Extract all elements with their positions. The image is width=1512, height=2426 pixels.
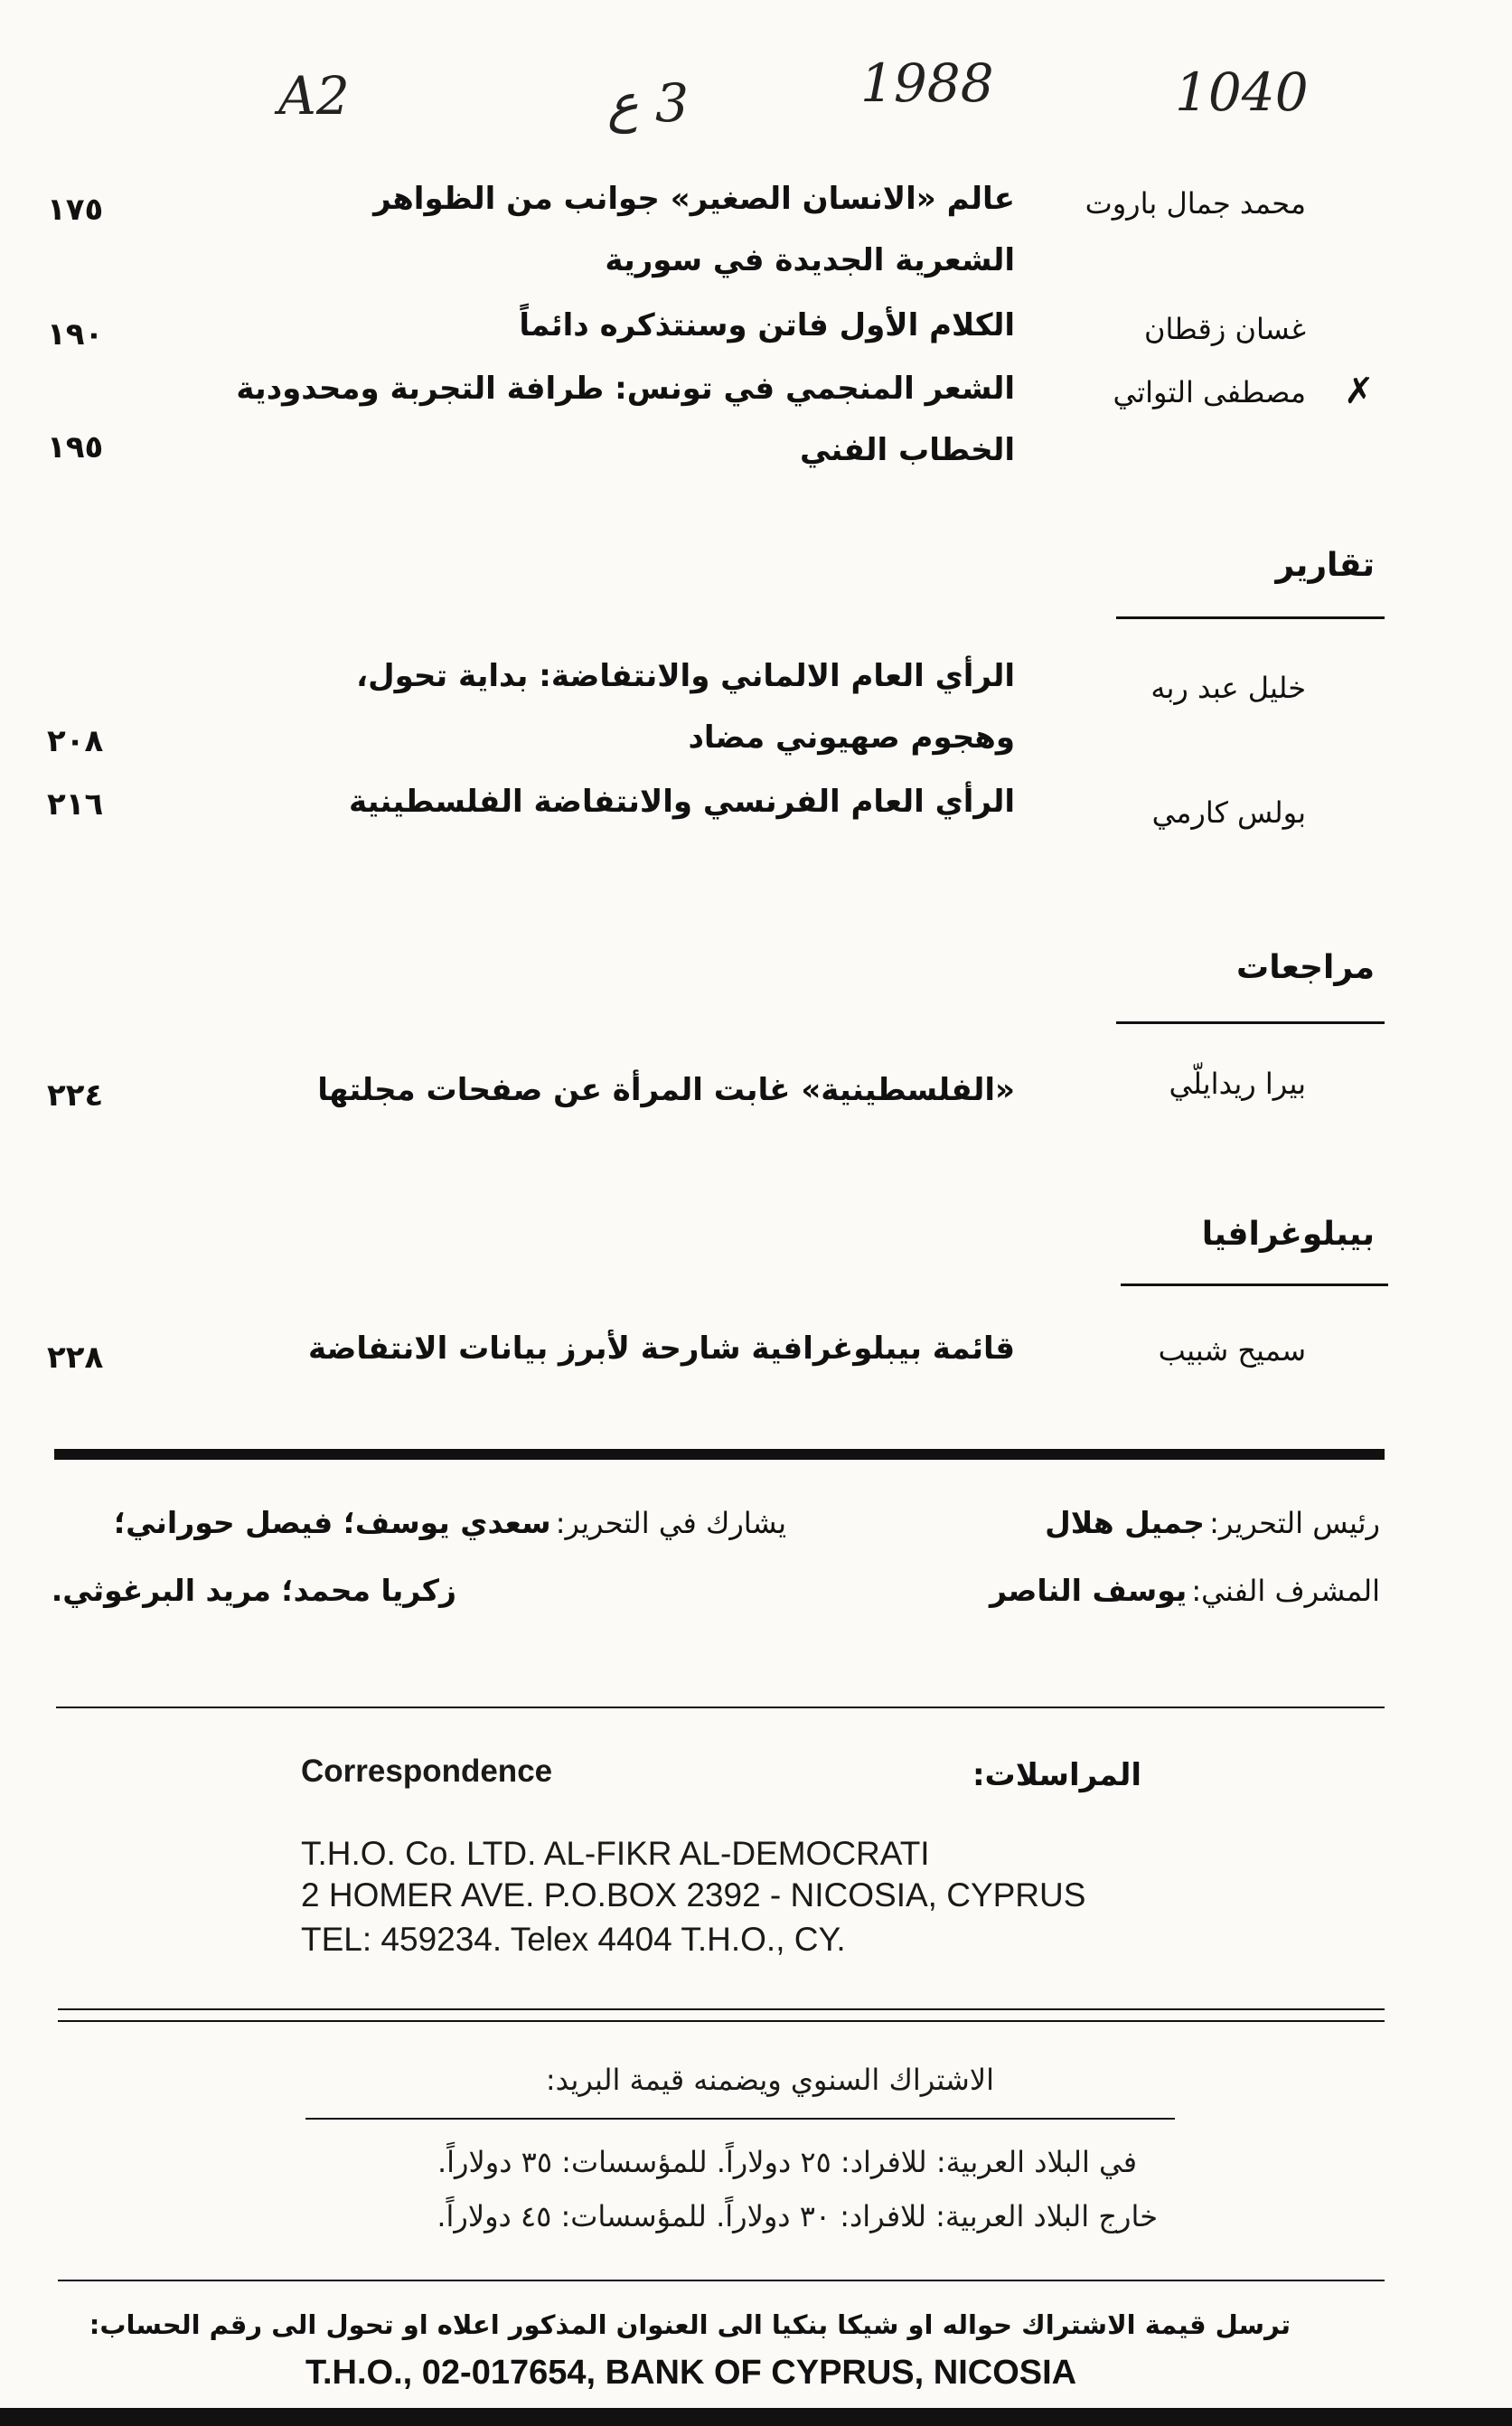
- handwritten-number: 1040: [1175, 61, 1309, 123]
- author-name: خليل عبد ربه: [1150, 671, 1306, 705]
- article-title: الكلام الأول فاتن وسنتذكره دائماً: [519, 307, 1015, 343]
- contrib-label: يشارك في التحرير:: [555, 1506, 786, 1540]
- correspondence-title-en: Correspondence: [301, 1754, 553, 1789]
- author-name: سميح شبيب: [1158, 1333, 1306, 1368]
- double-divider-bottom: [58, 2020, 1385, 2022]
- author-name: بولس كارمي: [1151, 795, 1306, 830]
- page-number: ٢٠٨: [47, 723, 104, 759]
- contrib-names-cont: زكريا محمد؛ مريد البرغوثي.: [51, 1573, 456, 1608]
- thick-divider: [54, 1449, 1385, 1460]
- art-director: [990, 1573, 1380, 1608]
- art-label: المشرف الفني:: [1191, 1574, 1380, 1608]
- section-divider: [1121, 1284, 1388, 1286]
- author-name: غسان زقطان: [1144, 312, 1306, 346]
- editor-name: جميل هلال: [1045, 1505, 1205, 1540]
- section-heading-reviews: مراجعات: [1236, 949, 1375, 986]
- editor-in-chief: [1045, 1505, 1380, 1540]
- contrib-names: سعدي يوسف؛ فيصل حوراني؛: [113, 1505, 551, 1540]
- subscription-outside: خارج البلاد العربية: للافراد: ٣٠ دولاراً. للمؤسسات: ٤٥ دولاراً.: [437, 2199, 1158, 2233]
- page-number: ٢١٦: [47, 786, 104, 823]
- author-name: محمد جمال باروت: [1085, 186, 1306, 221]
- section-heading-reports: تقارير: [1275, 547, 1375, 584]
- thin-divider: [58, 2280, 1385, 2281]
- article-title-cont: الشعرية الجديدة في سورية: [605, 242, 1015, 278]
- bottom-edge-bar: [0, 2408, 1512, 2426]
- payment-note: ترسل قيمة الاشتراك حواله او شيكا بنكيا الى العنوان المذكور اعلاه او تحول الى رقم الحساب:: [89, 2309, 1291, 2340]
- thin-divider: [56, 1707, 1385, 1708]
- subscription-heading: الاشتراك السنوي ويضمنه قيمة البريد:: [545, 2063, 994, 2097]
- subscription-divider: [305, 2118, 1175, 2120]
- page-number: ١٧٥: [47, 192, 104, 228]
- page-number: ٢٢٤: [47, 1077, 104, 1114]
- author-name: مصطفى التواتي: [1113, 375, 1306, 409]
- correspondence-address-line: T.H.O. Co. LTD. AL-FIKR AL-DEMOCRATI: [301, 1835, 930, 1872]
- handwritten-a2: A2: [278, 65, 350, 127]
- double-divider-top: [58, 2008, 1385, 2010]
- art-name: يوسف الناصر: [989, 1573, 1188, 1608]
- subscription-arab: في البلاد العربية: للافراد: ٢٥ دولاراً. للمؤسسات: ٣٥ دولاراً.: [437, 2145, 1137, 2179]
- correspondence-address-line: 2 HOMER AVE. P.O.BOX 2392 - NICOSIA, CYPRUS: [301, 1876, 1086, 1914]
- article-title: «الفلسطينية» غابت المرأة عن صفحات مجلتها: [317, 1072, 1015, 1108]
- page-number: ٢٢٨: [47, 1340, 104, 1376]
- editor-label: رئيس التحرير:: [1209, 1506, 1380, 1540]
- correspondence-phone: TEL: 459234. Telex 4404 T.H.O., CY.: [301, 1921, 846, 1958]
- page-number: ١٩٠: [47, 316, 104, 353]
- handwritten-issue: 3 ع: [607, 72, 689, 134]
- correspondence-title-ar: المراسلات:: [972, 1757, 1141, 1793]
- article-title: عالم «الانسان الصغير» جوانب من الظواهر: [373, 181, 1015, 217]
- handwritten-year: 1988: [860, 52, 994, 114]
- article-title-cont: وهجوم صهيوني مضاد: [688, 719, 1015, 756]
- section-divider: [1116, 616, 1385, 619]
- section-heading-bibliography: بيبلوغرافيا: [1201, 1216, 1375, 1253]
- article-title: قائمة بيبلوغرافية شارحة لأبرز بيانات الانتفاضة: [307, 1331, 1015, 1367]
- bank-account: T.H.O., 02-017654, BANK OF CYPRUS, NICOSIA: [305, 2354, 1077, 2392]
- article-title-cont: الخطاب الفني: [800, 432, 1015, 468]
- section-divider: [1116, 1021, 1385, 1024]
- article-title: الشعر المنجمي في تونس: طرافة التجربة ومحدودية: [236, 371, 1015, 407]
- page-number: ١٩٥: [47, 429, 104, 465]
- article-title: الرأي العام الفرنسي والانتفاضة الفلسطينية: [348, 784, 1015, 820]
- article-title: الرأي العام الالماني والانتفاضة: بداية تحول،: [356, 658, 1015, 694]
- contributors: [114, 1505, 786, 1540]
- check-mark-icon: ✗: [1344, 371, 1375, 412]
- author-name: بيرا ريدايلّي: [1169, 1067, 1306, 1101]
